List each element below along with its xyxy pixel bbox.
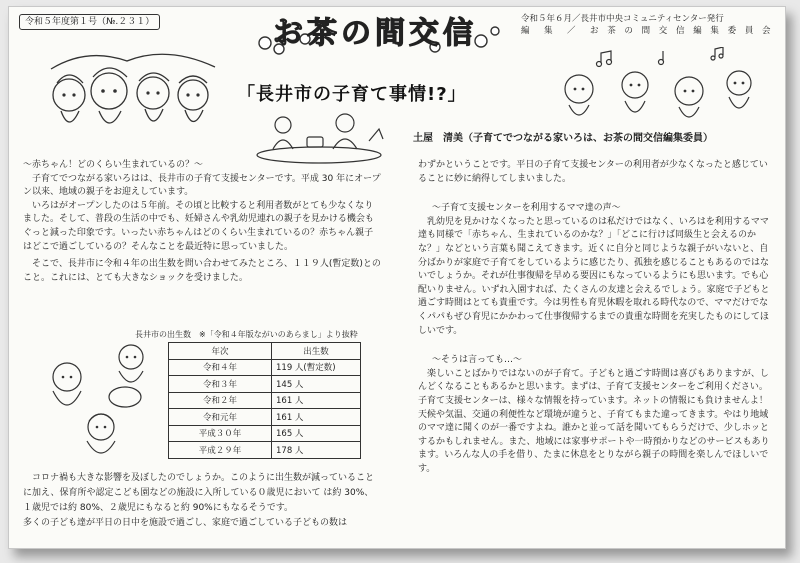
article-byline: 土屋 清美（子育てでつながる家いろは、お茶の間交信編集委員）	[413, 133, 713, 144]
table-row	[169, 392, 361, 409]
paragraph: 子育てでつながる家いろはは、長井市の子育て支援センターです。平成 30 年にオープン以来、地域の親子をお迎えしています。	[23, 173, 381, 198]
paragraph: 多くの子ども達が平日の日中を施設で過ごし、家庭で過ごしている子どもの数は	[23, 518, 348, 528]
births-cell: 145 人	[272, 376, 361, 393]
table-row	[169, 409, 361, 426]
year-cell: 令和３年	[169, 376, 272, 393]
paragraph: そこで、長井市に令和４年の出生数を問い合わせてみたところ、１１９人(暫定数)とのこと。これには、とても大きなショックを受けました。	[23, 259, 381, 283]
births-cell: 161 人	[272, 392, 361, 409]
paragraph: わずかということです。平日の子育て支援センターの利用者が少なくなったと感じていることに妙に納得してしまいました。	[418, 160, 768, 184]
children-illustration	[47, 37, 219, 137]
year-cell: 令和４年	[169, 359, 272, 376]
column-header: 年次	[169, 343, 272, 360]
section-heading: ～赤ちゃん！どのくらい生まれているの？～	[23, 160, 204, 170]
table-row	[169, 442, 361, 459]
births-cell: 119 人(暫定数)	[272, 359, 361, 376]
svg-text:お茶の間交信: お茶の間交信	[273, 16, 477, 51]
table-header-row	[169, 343, 361, 360]
births-cell: 165 人	[272, 425, 361, 442]
article-title: 「長井市の子育て事情!?」	[237, 84, 467, 105]
left-bottom-text	[23, 471, 381, 531]
babies-illustration	[39, 337, 151, 467]
right-column	[418, 159, 777, 476]
column-header: 出生数	[272, 343, 361, 360]
paragraph: 乳幼児を見かけなくなったと思っているのは私だけではなく、いろはを利用するママ達も同様で「赤ちゃん、生まれているのかな？」「どこに行けば同級生と会えるのかな？」などという言葉も聞こえてきます。近くに自分と同じような親子がいないと、自分ばかりが家庭で子育てをしているように感じたり、孤独を感じることもあるのではないでしょうか。それが仕事復帰を早める要因にもなっているようにも思います。でも心配いりません。いずれ入園すれば、たくさんの友達と会えるでしょう。家庭で子どもと過ごす時間はとても貴重です。今は男性も育児休暇を取れる時代なので、ママだけでなくパパもぜひ育児にかかわって仕事復帰するまでの貴重な時間を充実したものにしてほしいです。	[418, 216, 770, 336]
table-row	[169, 359, 361, 376]
left-column	[23, 159, 381, 285]
newsletter-page	[8, 6, 786, 549]
publisher-info	[521, 13, 774, 37]
music-children-illustration	[539, 47, 769, 129]
year-cell: 平成２９年	[169, 442, 272, 459]
paragraph: いろはがオープンしたのは５年前。その頃と比較すると利用者数がとても少なくなりました。そして、普段の生活の中でも、妊婦さんや乳幼児連れの親子を見かける機会もぐっと減った印象です。いったい赤ちゃんはどのくらい生まれているの？赤ちゃん親子はどこで過ごしているの？そんなことを最近特に思っていました。	[23, 200, 374, 252]
publisher-line: 令和５年６月／長井市中央コミュニティセンター発行	[521, 14, 724, 24]
births-cell: 161 人	[272, 409, 361, 426]
section-heading: ～そうは言っても…～	[432, 355, 523, 366]
births-cell: 178 人	[272, 442, 361, 459]
editor-line: 編 集 ／ お 茶 の 間 交 信 編 集 委 員 会	[521, 26, 774, 36]
paragraph: 楽しいことばかりではないのが子育て。子どもと過ごす時間は喜びもありますが、しんどくなることもあるかと思います。まずは、子育て支援センターをご利用ください。子育て支援センターは、様々な情報を持っています。ネットの情報にも負けませんよ！ 天候や気温、交通の利便性など環境が違うと、子育てもまた違ってきます。やはり地域のママ達に聞くのが一番ですよね。誰かと並って話を聞いてもらうだけで、少しホッとするかもしれません。また、地域には家事サポートや一時預かりなどのサービスもあります。いろんな人の手を借り、たまに休息をとりながら親子の時間を楽しんでほしいです。	[418, 368, 777, 474]
year-cell: 平成３０年	[169, 425, 272, 442]
year-cell: 令和２年	[169, 392, 272, 409]
paragraph: コロナ禍も大きな影響を及ぼしたのでしょうか。このように出生数が減っていることに加え、保育所や認定こども園などの施設に入所している０歳児において は約 30%、１歳児では約 80%、２歳児にもなると約 90%にもなるそうです。	[23, 473, 375, 513]
table-row	[169, 425, 361, 442]
section-heading: ～子育て支援センターを利用するママ達の声～	[432, 203, 621, 214]
table-row	[169, 376, 361, 393]
masthead-logo	[245, 9, 505, 57]
issue-number: 令和５年度第１号（№.２３１）	[19, 14, 160, 30]
birth-statistics-table	[168, 342, 361, 459]
table-caption: 長井市の出生数 ※「令和４年版ながいのあらまし」より抜粋	[135, 330, 358, 339]
year-cell: 令和元年	[169, 409, 272, 426]
